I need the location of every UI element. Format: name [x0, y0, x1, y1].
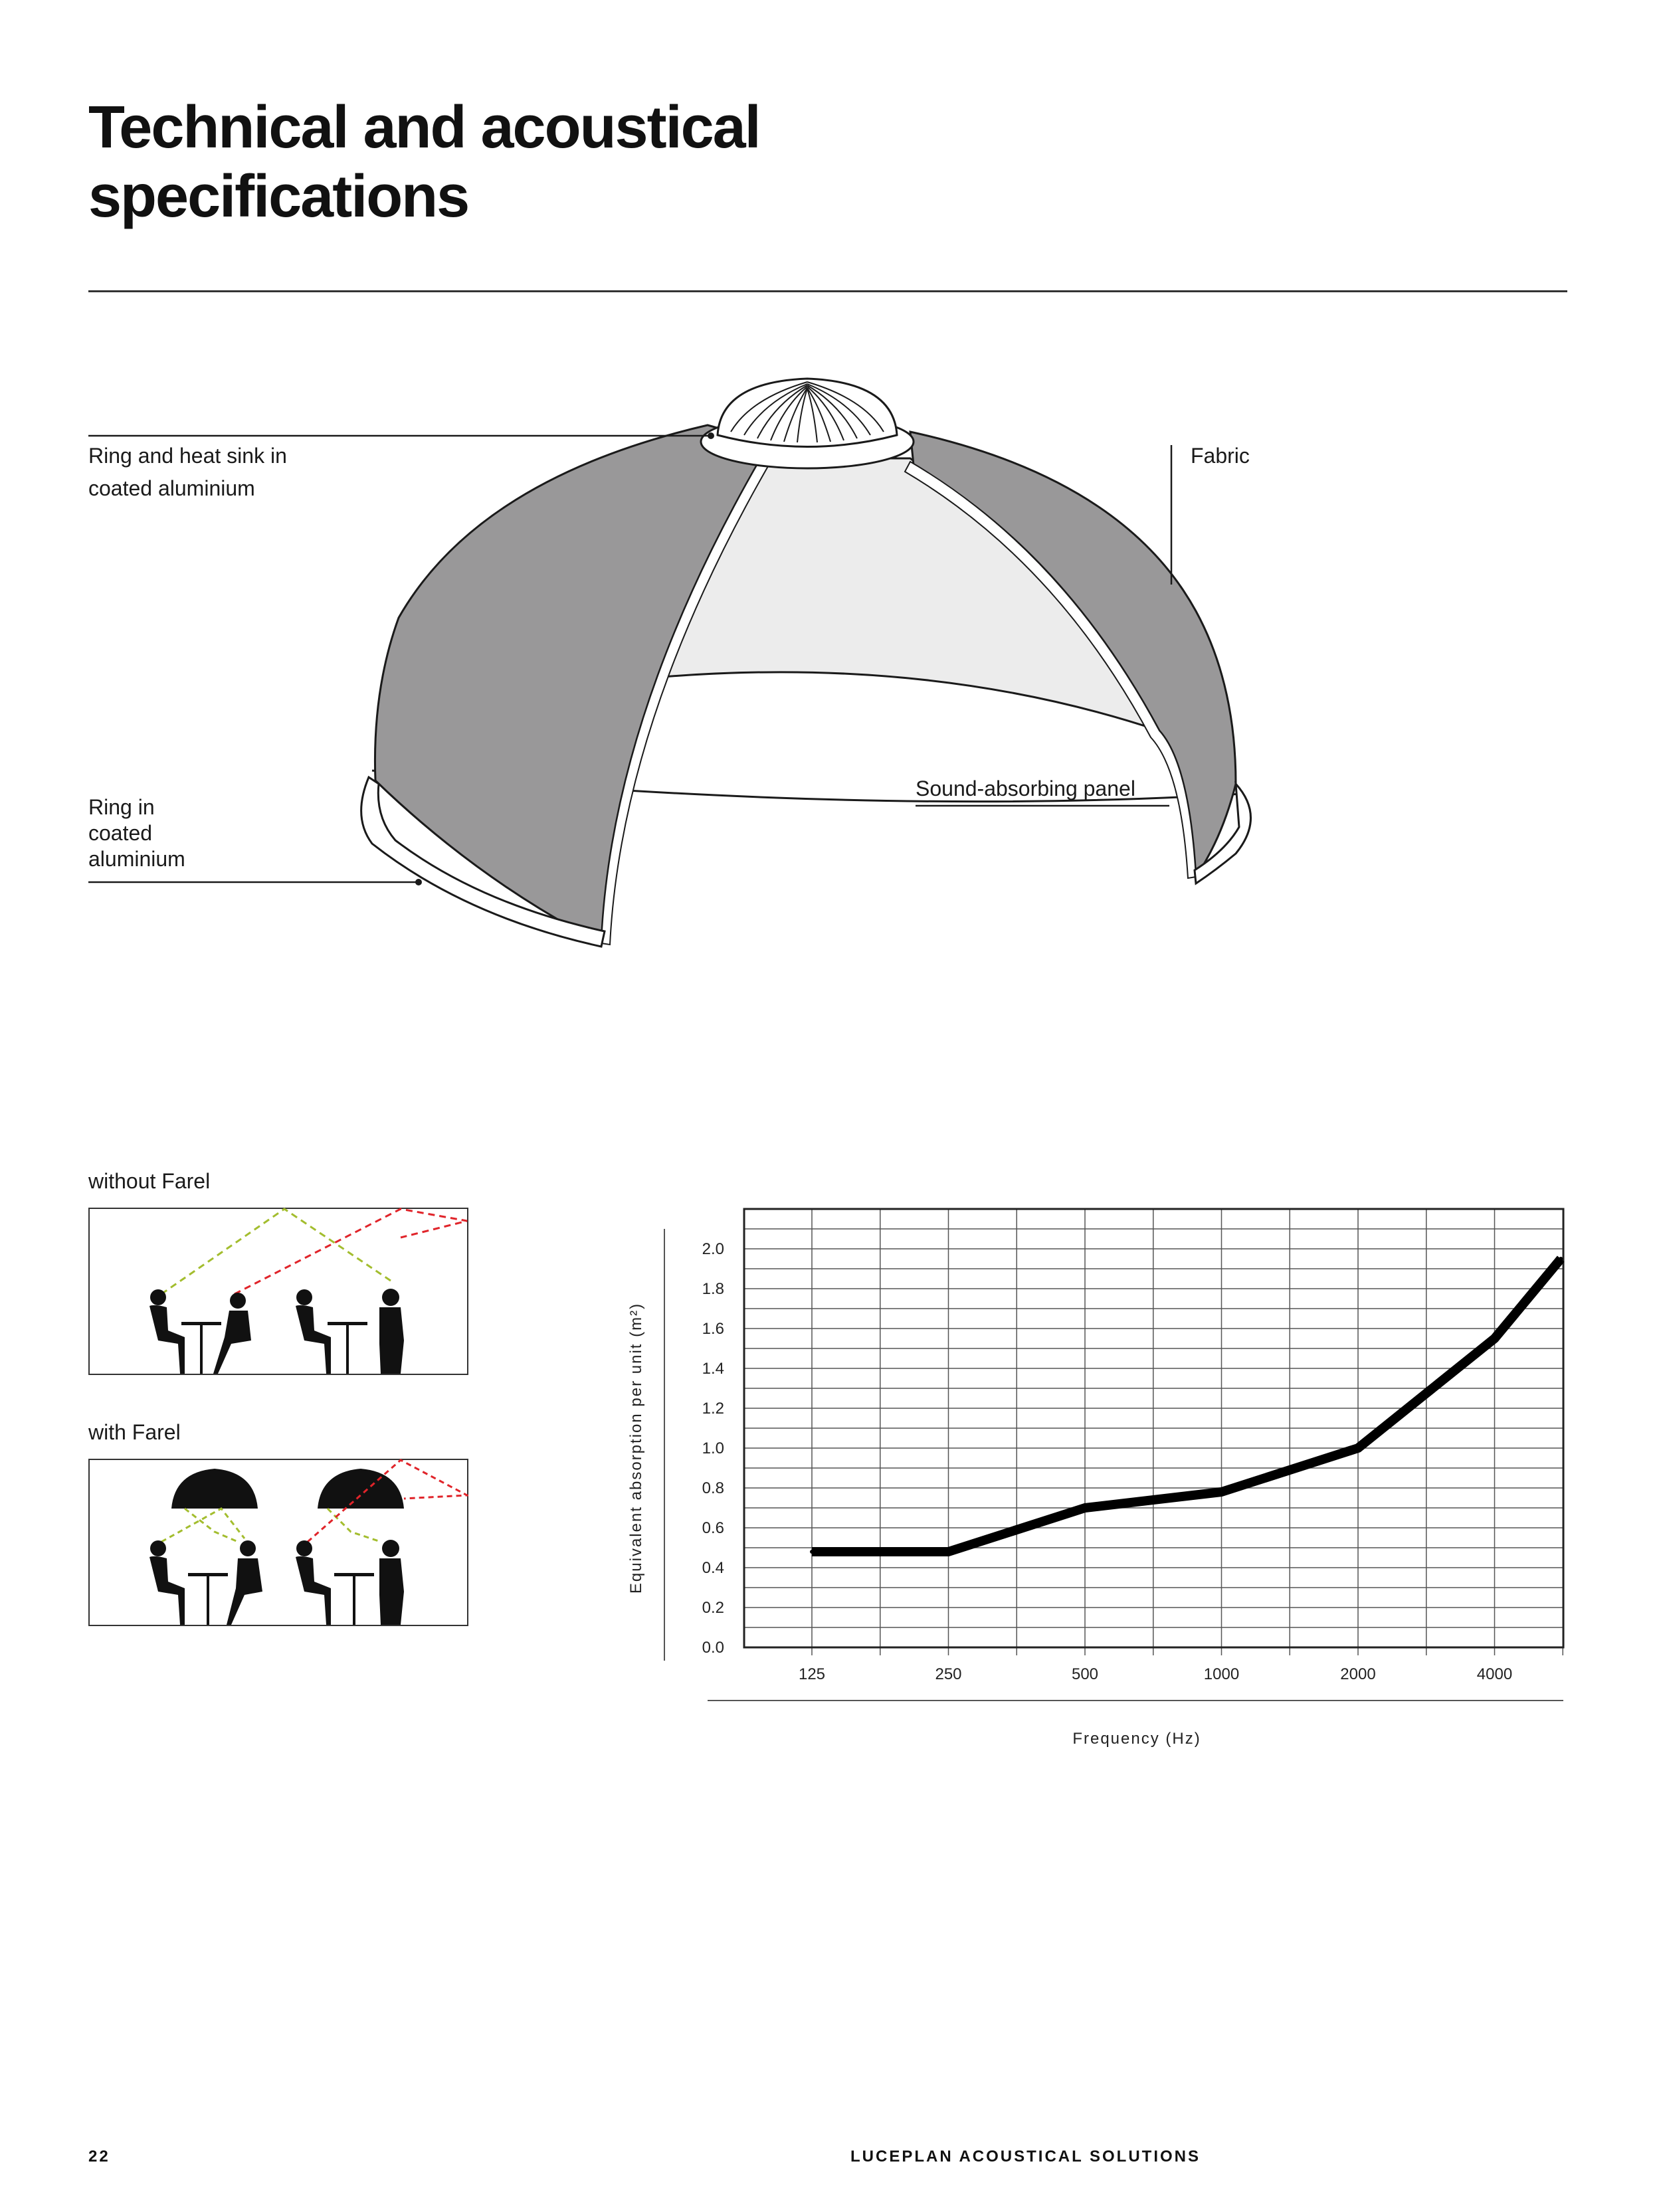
page-number: 22 [88, 2148, 110, 2166]
scene-without-farel [88, 1208, 468, 1375]
x-tick-label: 125 [798, 1665, 826, 1683]
y-tick-label: 1.0 [702, 1439, 724, 1457]
y-axis-label: Equivalent absorption per unit (m²) [627, 1302, 645, 1594]
series-point [1559, 1257, 1563, 1261]
x-tick-label: 2000 [1340, 1665, 1376, 1683]
y-tick-label: 1.2 [702, 1400, 724, 1418]
absorption-chart [598, 1189, 1595, 1760]
y-tick-label: 1.6 [702, 1320, 724, 1338]
label-ring: Ring in coated aluminium [88, 795, 185, 871]
y-tick-label: 0.0 [702, 1639, 724, 1657]
series-point [1220, 1490, 1224, 1494]
y-tick-label: 0.8 [702, 1479, 724, 1497]
label-ring-heat-sink: Ring and heat sink in coated aluminium [88, 444, 287, 500]
x-tick-label: 500 [1071, 1665, 1099, 1683]
label-without-farel: without Farel [88, 1169, 211, 1193]
y-tick-label: 0.2 [702, 1599, 724, 1617]
page-title: Technical and acoustical specifications [88, 94, 760, 230]
y-tick-label: 2.0 [702, 1240, 724, 1258]
title-divider [88, 290, 1567, 292]
label-sound-panel: Sound-absorbing panel [916, 777, 1135, 800]
label-with-farel: with Farel [88, 1420, 181, 1444]
series-point [1493, 1336, 1497, 1340]
footer-text: LUCEPLAN ACOUSTICAL SOLUTIONS [850, 2148, 1201, 2166]
scene-with-farel [88, 1459, 468, 1626]
series-points [810, 1257, 1563, 1554]
x-axis-label: Frequency (Hz) [1072, 1730, 1201, 1748]
y-tick-label: 1.8 [702, 1280, 724, 1298]
y-tick-label: 1.4 [702, 1360, 724, 1378]
series-point [810, 1550, 814, 1554]
x-tick-labels [799, 1665, 1512, 1683]
x-tick-label: 4000 [1476, 1665, 1513, 1683]
series-point [1356, 1446, 1360, 1450]
label-fabric: Fabric [1191, 444, 1250, 468]
series-point [947, 1550, 951, 1554]
chart-grid [744, 1209, 1563, 1655]
y-tick-label: 0.6 [702, 1519, 724, 1537]
y-tick-label: 0.4 [702, 1559, 724, 1577]
lamp-diagram [0, 319, 1659, 983]
x-tick-label: 250 [935, 1665, 962, 1683]
y-tick-labels [702, 1240, 724, 1657]
x-tick-label: 1000 [1203, 1665, 1240, 1683]
series-point [1083, 1506, 1087, 1510]
